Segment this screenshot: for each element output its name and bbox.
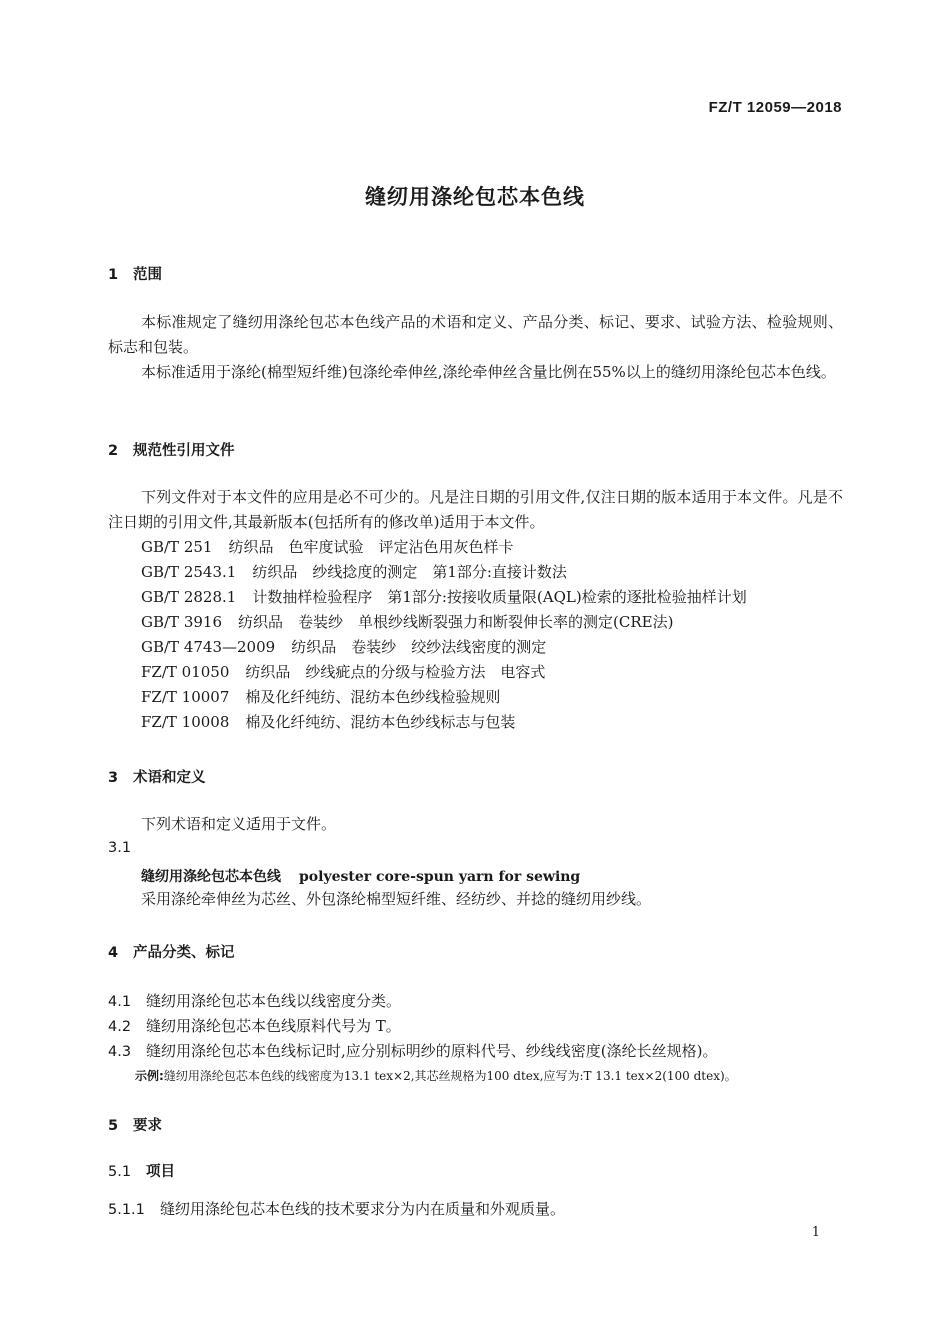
subsection-title: 项目 — [146, 1164, 175, 1180]
clause-item — [108, 1015, 401, 1036]
document-title: 缝纫用涤纶包芯本色线 — [365, 185, 585, 209]
reference-code: FZ/T 10008 — [141, 713, 230, 731]
clause-text: 缝纫用涤纶包芯本色线标记时,应分别标明纱的原料代号、纱线线密度(涤纶长丝规格)。 — [146, 1042, 718, 1060]
term-chinese: 缝纫用涤纶包芯本色线 — [141, 869, 281, 885]
section-number: 5 — [108, 1118, 119, 1134]
section-title: 要求 — [133, 1118, 162, 1134]
clause-number: 4.2 — [108, 1019, 132, 1035]
section-number: 3 — [108, 770, 119, 786]
standard-number: FZ/T 12059—2018 — [708, 99, 842, 116]
clause-text: 缝纫用涤纶包芯本色线原料代号为 T。 — [146, 1017, 401, 1035]
section-number: 2 — [108, 443, 119, 459]
example-note — [135, 1067, 737, 1084]
example-text: 缝纫用涤纶包芯本色线的线密度为13.1 tex×2,其芯丝规格为100 dtex,应写为:T 13.1 tex×2(100 dtex)。 — [163, 1069, 737, 1083]
subsection-5-1-heading — [108, 1160, 175, 1181]
section-1-heading — [108, 263, 162, 284]
clause-item — [108, 1198, 565, 1219]
clause-text: 缝纫用涤纶包芯本色线的技术要求分为内在质量和外观质量。 — [160, 1200, 566, 1218]
section-3-paragraph-1: 下列术语和定义适用于文件。 — [141, 815, 337, 833]
reference-item — [141, 611, 673, 632]
clause-text: 缝纫用涤纶包芯本色线以线密度分类。 — [146, 992, 402, 1010]
section-title: 规范性引用文件 — [133, 443, 235, 459]
reference-code: GB/T 2543.1 — [141, 563, 237, 581]
clause-item — [108, 990, 401, 1011]
section-4-heading — [108, 941, 235, 962]
reference-item — [141, 561, 567, 582]
clause-number: 4.3 — [108, 1044, 132, 1060]
reference-title: 纺织品 卷装纱 单根纱线断裂强力和断裂伸长率的测定(CRE法) — [238, 613, 674, 631]
reference-title: 纺织品 纱线疵点的分级与检验方法 电容式 — [245, 663, 546, 681]
term-english: polyester core-spun yarn for sewing — [299, 869, 581, 885]
section-title: 术语和定义 — [133, 770, 206, 786]
reference-code: GB/T 251 — [141, 538, 213, 556]
section-number: 1 — [108, 267, 119, 283]
clause-number: 5.1.1 — [108, 1202, 145, 1218]
reference-item — [141, 636, 546, 657]
reference-code: GB/T 3916 — [141, 613, 223, 631]
reference-title: 纺织品 色牢度试验 评定沾色用灰色样卡 — [228, 538, 514, 556]
reference-item — [141, 661, 545, 682]
section-number: 4 — [108, 945, 119, 961]
reference-title: 计数抽样检验程序 第1部分:按接收质量限(AQL)检索的逐批检验抽样计划 — [252, 588, 747, 606]
reference-item — [141, 711, 515, 732]
term-number: 3.1 — [108, 840, 132, 856]
term-definition: 采用涤纶牵伸丝为芯丝、外包涤纶棉型短纤维、经纺纱、并捻的缝纫用纱线。 — [141, 890, 652, 908]
section-5-heading — [108, 1114, 162, 1135]
section-1-paragraph-2: 本标准适用于涤纶(棉型短纤维)包涤纶牵伸丝,涤纶牵伸丝含量比例在55%以上的缝纫用涤纶包芯本色线。 — [141, 363, 836, 381]
reference-item — [141, 536, 513, 557]
term-heading — [141, 866, 580, 886]
reference-title: 棉及化纤纯纺、混纺本色纱线检验规则 — [245, 688, 501, 706]
reference-code: GB/T 4743—2009 — [141, 638, 276, 656]
subsection-number: 5.1 — [108, 1164, 132, 1180]
page-number: 1 — [811, 1225, 820, 1240]
reference-code: FZ/T 01050 — [141, 663, 230, 681]
section-title: 产品分类、标记 — [133, 945, 235, 961]
section-1-paragraph-1: 本标准规定了缝纫用涤纶包芯本色线产品的术语和定义、产品分类、标记、要求、试验方法、检验规则、标志和包装。 — [108, 313, 843, 356]
reference-code: GB/T 2828.1 — [141, 588, 237, 606]
reference-code: FZ/T 10007 — [141, 688, 230, 706]
reference-title: 棉及化纤纯纺、混纺本色纱线标志与包装 — [245, 713, 516, 731]
section-title: 范围 — [133, 267, 162, 283]
reference-title: 纺织品 卷装纱 绞纱法线密度的测定 — [291, 638, 547, 656]
clause-number: 4.1 — [108, 994, 132, 1010]
section-2-heading — [108, 439, 235, 460]
section-2-paragraph-1: 下列文件对于本文件的应用是必不可少的。凡是注日期的引用文件,仅注日期的版本适用于本文件。凡是不注日期的引用文件,其最新版本(包括所有的修改单)适用于本文件。 — [108, 488, 843, 531]
section-3-heading — [108, 766, 206, 787]
reference-title: 纺织品 纱线捻度的测定 第1部分:直接计数法 — [252, 563, 567, 581]
example-label: 示例: — [135, 1069, 164, 1083]
reference-item — [141, 686, 500, 707]
clause-item — [108, 1040, 717, 1061]
reference-item — [141, 586, 747, 607]
